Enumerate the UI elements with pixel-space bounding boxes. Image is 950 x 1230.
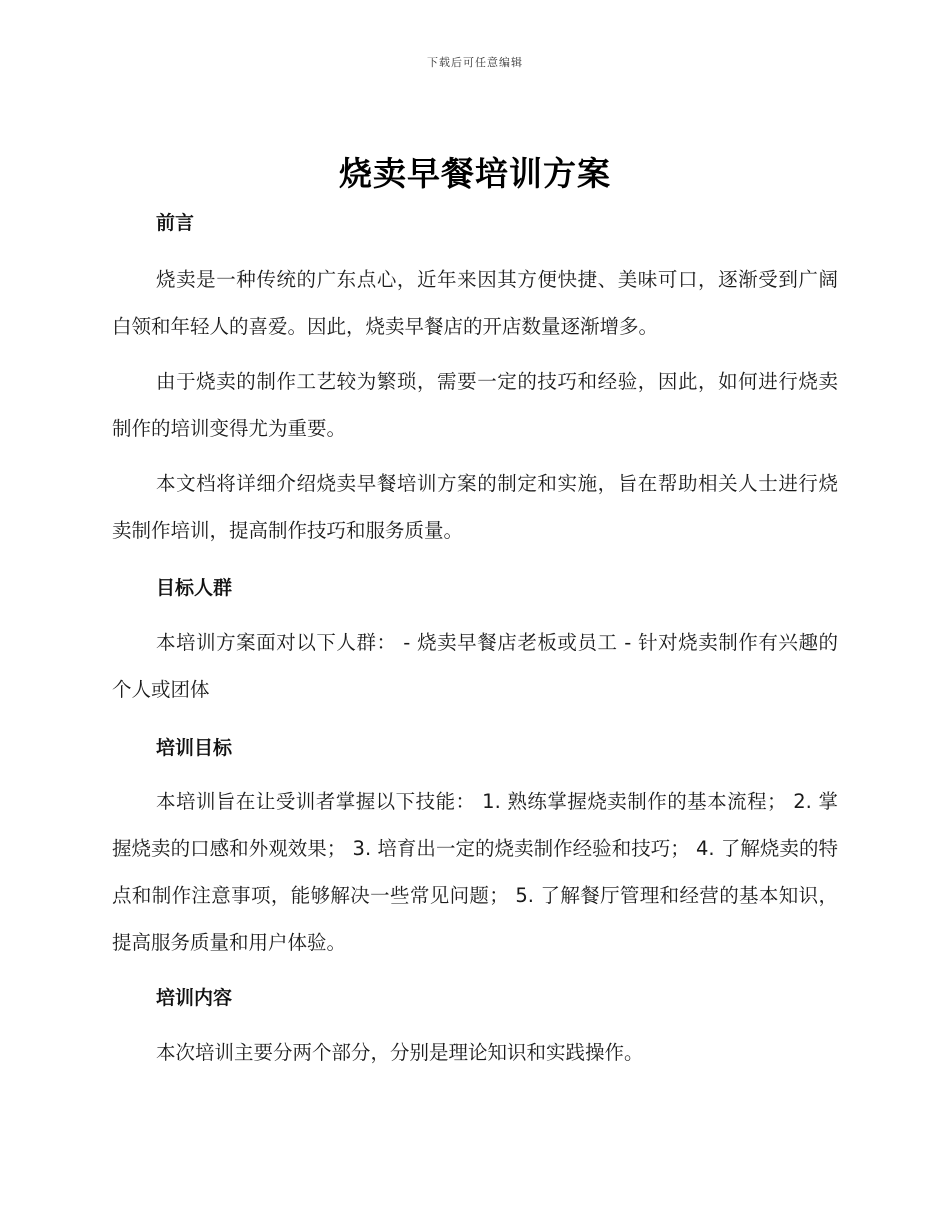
section-heading-target-audience: 目标人群 (156, 577, 233, 599)
paragraph-preface-3: 本文档将详细介绍烧卖早餐培训方案的制定和实施，旨在帮助相关人士进行烧卖制作培训，提高制作技巧和服务质量。 (112, 472, 838, 542)
section-heading-training-goals: 培训目标 (156, 737, 233, 759)
section-heading-preface: 前言 (156, 212, 195, 234)
paragraph-target-audience: 本培训方案面对以下人群： - 烧卖早餐店老板或员工 - 针对烧卖制作有兴趣的个人或团体 (112, 631, 838, 701)
section-heading-training-content: 培训内容 (156, 987, 233, 1009)
paragraph-training-content: 本次培训主要分两个部分，分别是理论知识和实践操作。 (156, 1041, 644, 1064)
document-title: 烧卖早餐培训方案 (339, 154, 611, 193)
header-note: 下载后可任意编辑 (427, 56, 523, 69)
paragraph-preface-1: 烧卖是一种传统的广东点心，近年来因其方便快捷、美味可口，逐渐受到广阔白领和年轻人的喜爱。因此，烧卖早餐店的开店数量逐渐增多。 (112, 268, 838, 338)
paragraph-training-goals: 本培训旨在让受训者掌握以下技能： 1. 熟练掌握烧卖制作的基本流程； 2. 掌握烧卖的口感和外观效果； 3. 培育出一定的烧卖制作经验和技巧； 4. 了解烧卖的特点和制作注意事项，能够解决一些常见问题； 5. 了解餐厅管理和经营的基本知识，提高服务质量和用户体验。 (112, 790, 838, 954)
paragraph-preface-2: 由于烧卖的制作工艺较为繁琐，需要一定的技巧和经验，因此，如何进行烧卖制作的培训变得尤为重要。 (112, 370, 838, 440)
